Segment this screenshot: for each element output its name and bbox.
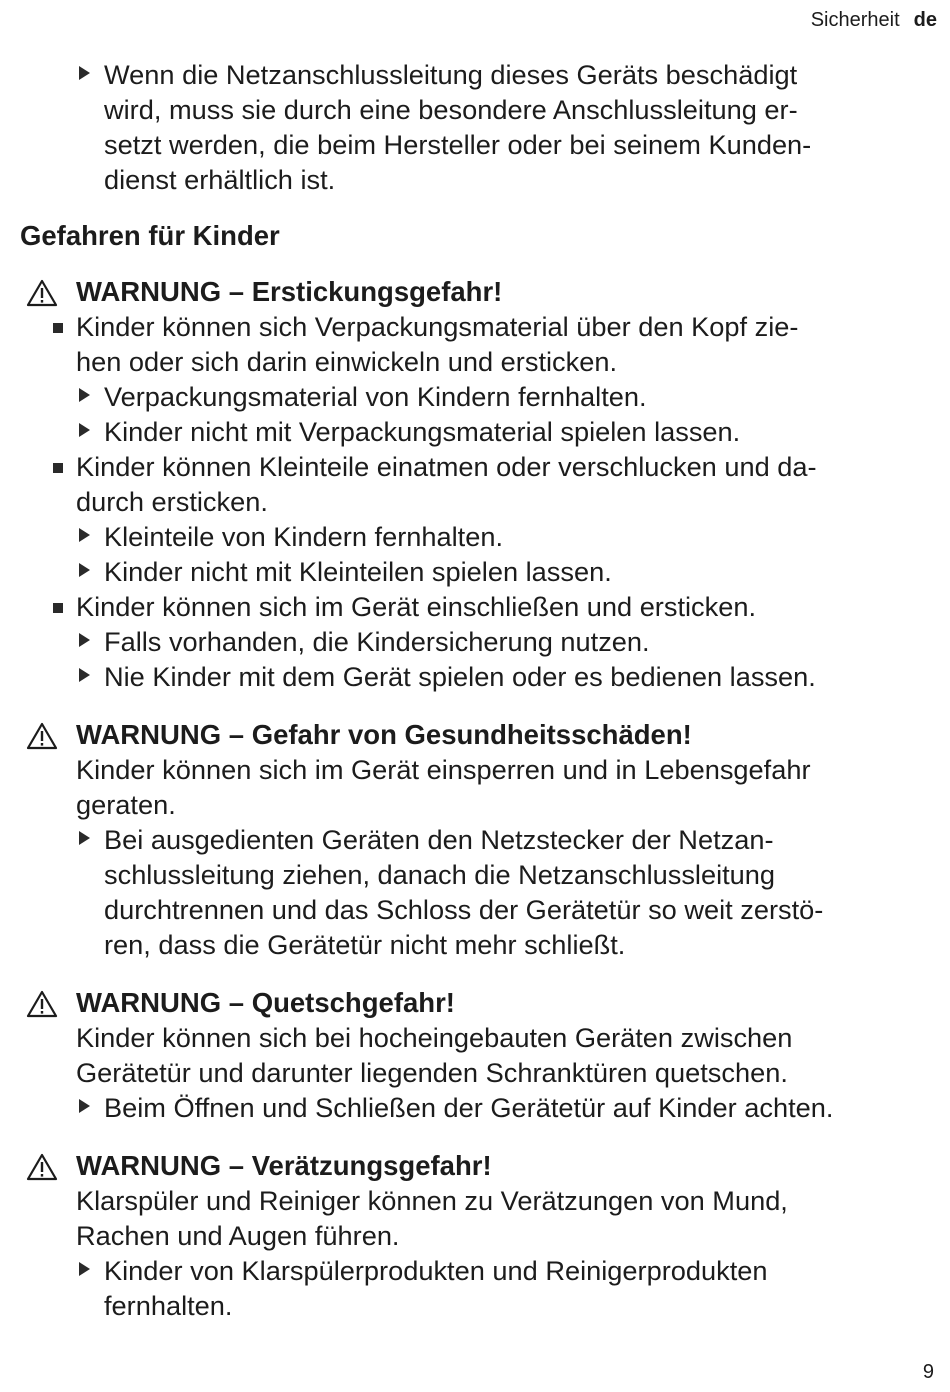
text-line: Verpackungsmaterial von Kindern fernhalten. [104, 381, 647, 412]
text-line: hen oder sich darin einwickeln und ersticken. [76, 346, 618, 377]
text-line: schlussleitung ziehen, danach die Netzanschlussleitung [104, 859, 776, 890]
instruction-step [20, 1253, 940, 1323]
hazard-bullet [20, 589, 940, 624]
warning-title: WARNUNG – Gefahr von Gesundheitsschäden! [76, 719, 692, 750]
arrow-icon [79, 563, 90, 577]
warning-block-health-damage [20, 717, 940, 962]
arrow-icon [79, 831, 90, 845]
bullet-square-icon [53, 463, 63, 473]
warning-title: WARNUNG – Quetschgefahr! [76, 987, 455, 1018]
text-line: Bei ausgedienten Geräten den Netzstecker der Netzan- [104, 824, 774, 855]
text-line: Kleinteile von Kindern fernhalten. [104, 521, 504, 552]
arrow-icon [79, 66, 90, 80]
instruction-step [20, 519, 940, 554]
intro-instruction-step [20, 57, 940, 197]
warning-heading [76, 985, 940, 1020]
text-line: Klarspüler und Reiniger können zu Verätzungen von Mund, [76, 1185, 788, 1216]
text-line: Wenn die Netzanschlussleitung dieses Geräts beschädigt [104, 59, 798, 90]
instruction-step [20, 1090, 940, 1125]
warning-title: WARNUNG – Verätzungsgefahr! [76, 1150, 492, 1181]
arrow-icon [79, 633, 90, 647]
instruction-step [20, 554, 940, 589]
arrow-icon [79, 528, 90, 542]
instruction-step [20, 659, 940, 694]
warning-block-suffocation [20, 274, 940, 694]
bullet-square-icon [53, 603, 63, 613]
text-line: Kinder von Klarspülerprodukten und Reinigerprodukten [104, 1255, 768, 1286]
text-line: setzt werden, die beim Hersteller oder bei seinem Kunden- [104, 129, 812, 160]
text-line: ren, dass die Gerätetür nicht mehr schließt. [104, 929, 626, 960]
text-line: Kinder nicht mit Kleinteilen spielen lassen. [104, 556, 612, 587]
text-line: fernhalten. [104, 1290, 233, 1321]
page-content [20, 57, 940, 1345]
text-line: Kinder können sich bei hocheingebauten Geräten zwischen [76, 1022, 793, 1053]
text-line: Falls vorhanden, die Kindersicherung nutzen. [104, 626, 650, 657]
text-line: dienst erhältlich ist. [104, 164, 336, 195]
warning-triangle-icon [26, 722, 58, 750]
hazard-bullet [20, 449, 940, 519]
text-line: Kinder können sich im Gerät einschließen und ersticken. [76, 591, 757, 622]
arrow-icon [79, 423, 90, 437]
running-header [811, 9, 937, 31]
warning-heading [76, 1148, 940, 1183]
text-line: wird, muss sie durch eine besondere Anschlussleitung er- [104, 94, 798, 125]
hazard-bullet [20, 309, 940, 379]
warning-triangle-icon [26, 1153, 58, 1181]
warning-block-crushing [20, 985, 940, 1125]
bullet-square-icon [53, 323, 63, 333]
text-line: Kinder können sich Verpackungsmaterial über den Kopf zie- [76, 311, 799, 342]
page-number: 9 [922, 1361, 934, 1383]
text-line: Kinder können Kleinteile einatmen oder verschlucken und da- [76, 451, 817, 482]
text-line: Gerätetür und darunter liegenden Schranktüren quetschen. [76, 1057, 788, 1088]
warning-heading [76, 274, 940, 309]
text-line: Kinder nicht mit Verpackungsmaterial spielen lassen. [104, 416, 741, 447]
arrow-icon [79, 1262, 90, 1276]
text-line: Rachen und Augen führen. [76, 1220, 400, 1251]
arrow-icon [79, 388, 90, 402]
arrow-icon [79, 668, 90, 682]
text-line: Nie Kinder mit dem Gerät spielen oder es bedienen lassen. [104, 661, 816, 692]
instruction-step [20, 379, 940, 414]
text-line: geraten. [76, 789, 176, 820]
instruction-step [20, 822, 940, 962]
warning-heading [76, 717, 940, 752]
header-language-code: de [913, 9, 937, 31]
text-line: Beim Öffnen und Schließen der Gerätetür auf Kinder achten. [104, 1092, 834, 1123]
section-title: Gefahren für Kinder [20, 220, 280, 251]
text-line: Kinder können sich im Gerät einsperren und in Lebensgefahr [76, 754, 811, 785]
header-section-title: Sicherheit [810, 9, 900, 31]
warning-triangle-icon [26, 279, 58, 307]
text-line: durchtrennen und das Schloss der Gerätetür so weit zerstö- [104, 894, 824, 925]
arrow-icon [79, 1099, 90, 1113]
warning-title: WARNUNG – Erstickungsgefahr! [76, 276, 503, 307]
warning-triangle-icon [26, 990, 58, 1018]
warning-block-caustic [20, 1148, 940, 1323]
instruction-step [20, 624, 940, 659]
text-line: durch ersticken. [76, 486, 268, 517]
instruction-step [20, 414, 940, 449]
